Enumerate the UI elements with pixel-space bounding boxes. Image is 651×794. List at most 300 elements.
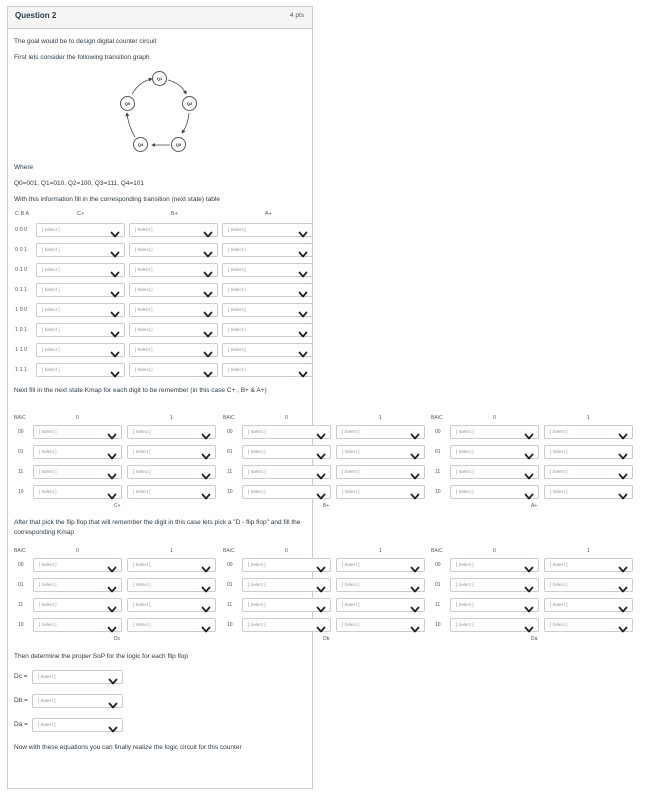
select-placeholder: [ Select ] bbox=[133, 562, 151, 567]
select-placeholder: [ Select ] bbox=[38, 698, 56, 703]
select-a-plus-row-0[interactable] bbox=[222, 223, 313, 237]
select-placeholder: [ Select ] bbox=[135, 247, 153, 252]
next-state-1-select-r3-c0[interactable] bbox=[242, 485, 331, 499]
select-placeholder: [ Select ] bbox=[42, 327, 60, 332]
select-placeholder: [ Select ] bbox=[135, 327, 153, 332]
select-placeholder: [ Select ] bbox=[39, 562, 57, 567]
next-state-kmap-col-1: 1 bbox=[587, 415, 590, 421]
select-a-plus-row-1[interactable] bbox=[222, 243, 313, 257]
select-b-plus-row-5[interactable] bbox=[129, 323, 218, 337]
chevron-down-icon bbox=[316, 581, 326, 590]
select-placeholder: [ Select ] bbox=[39, 449, 57, 454]
select-b-plus-row-2[interactable] bbox=[129, 263, 218, 277]
select-a-plus-row-3[interactable] bbox=[222, 283, 313, 297]
chevron-down-icon bbox=[110, 246, 120, 255]
d-flip-flop-kmap-title-1: Db bbox=[323, 636, 330, 642]
d-flip-flop-1-select-r1-c0[interactable] bbox=[242, 578, 331, 592]
graph-node-q1: Q1 bbox=[152, 71, 167, 86]
chevron-down-icon bbox=[110, 306, 120, 315]
table-row-state: 0 1 1 bbox=[15, 287, 28, 293]
question-header bbox=[8, 7, 312, 29]
select-placeholder: [ Select ] bbox=[135, 347, 153, 352]
next-state-kmap-corner: BA\C bbox=[223, 415, 235, 421]
chevron-down-icon bbox=[201, 581, 211, 590]
chevron-down-icon bbox=[618, 581, 628, 590]
select-b-plus-row-3[interactable] bbox=[129, 283, 218, 297]
next-state-1-select-r0-c0[interactable] bbox=[242, 425, 331, 439]
table-header-b-plus: B+ bbox=[171, 211, 178, 217]
next-state-kmap-col-1: 1 bbox=[170, 415, 173, 421]
d-flip-flop-1-select-r0-c0[interactable] bbox=[242, 558, 331, 572]
d-flip-flop-2-select-r0-c1[interactable] bbox=[544, 558, 633, 572]
next-state-2-select-r0-c1[interactable] bbox=[544, 425, 633, 439]
next-state-kmap-title-0: C+ bbox=[114, 503, 121, 509]
next-state-1-select-r1-c1[interactable] bbox=[336, 445, 425, 459]
select-placeholder: [ Select ] bbox=[248, 622, 266, 627]
intro-line-2: First lets consider the following transition graph bbox=[14, 54, 150, 61]
select-b-plus-row-4[interactable] bbox=[129, 303, 218, 317]
chevron-down-icon bbox=[201, 468, 211, 477]
d-flip-flop-kmap-row-label: 00 bbox=[435, 562, 441, 568]
select-placeholder: [ Select ] bbox=[248, 562, 266, 567]
chevron-down-icon bbox=[618, 488, 628, 497]
chevron-down-icon bbox=[298, 266, 308, 275]
next-state-kmap-row-label: 10 bbox=[435, 489, 441, 495]
next-state-kmap-row-label: 00 bbox=[227, 429, 233, 435]
chevron-down-icon bbox=[110, 346, 120, 355]
d-flip-flop-kmap-title-2: Da bbox=[531, 636, 538, 642]
select-placeholder: [ Select ] bbox=[550, 429, 568, 434]
chevron-down-icon bbox=[108, 673, 118, 682]
chevron-down-icon bbox=[203, 326, 213, 335]
d-flip-flop-kmap-row-label: 11 bbox=[227, 602, 233, 608]
chevron-down-icon bbox=[203, 346, 213, 355]
next-state-kmap-row-label: 10 bbox=[227, 489, 233, 495]
select-placeholder: [ Select ] bbox=[228, 367, 246, 372]
next-state-kmap-title-2: A+ bbox=[531, 503, 538, 509]
select-placeholder: [ Select ] bbox=[228, 247, 246, 252]
select-c-plus-row-7[interactable] bbox=[36, 363, 125, 377]
select-placeholder: [ Select ] bbox=[133, 429, 151, 434]
select-c-plus-row-5[interactable] bbox=[36, 323, 125, 337]
select-placeholder: [ Select ] bbox=[228, 347, 246, 352]
chevron-down-icon bbox=[107, 561, 117, 570]
select-placeholder: [ Select ] bbox=[42, 267, 60, 272]
select-placeholder: [ Select ] bbox=[342, 469, 360, 474]
d-flip-flop-0-select-r1-c1[interactable] bbox=[127, 578, 216, 592]
next-state-kmap-col-0: 0 bbox=[76, 415, 79, 421]
graph-node-q3: Q3 bbox=[171, 137, 186, 152]
select-placeholder: [ Select ] bbox=[228, 307, 246, 312]
select-placeholder: [ Select ] bbox=[456, 582, 474, 587]
sop-label-1: Db = bbox=[14, 697, 28, 704]
chevron-down-icon bbox=[203, 226, 213, 235]
chevron-down-icon bbox=[316, 561, 326, 570]
chevron-down-icon bbox=[201, 488, 211, 497]
select-placeholder: [ Select ] bbox=[550, 449, 568, 454]
select-placeholder: [ Select ] bbox=[342, 602, 360, 607]
select-placeholder: [ Select ] bbox=[228, 267, 246, 272]
question-points: 4 pts bbox=[289, 12, 304, 19]
select-c-plus-row-1[interactable] bbox=[36, 243, 125, 257]
chevron-down-icon bbox=[410, 581, 420, 590]
table-row-state: 0 0 1 bbox=[15, 247, 28, 253]
chevron-down-icon bbox=[108, 721, 118, 730]
chevron-down-icon bbox=[107, 448, 117, 457]
d-flip-flop-0-select-r0-c1[interactable] bbox=[127, 558, 216, 572]
d-flip-flop-0-select-r3-c1[interactable] bbox=[127, 618, 216, 632]
d-flip-flop-kmap-row-label: 11 bbox=[18, 602, 24, 608]
chevron-down-icon bbox=[107, 488, 117, 497]
select-placeholder: [ Select ] bbox=[456, 562, 474, 567]
graph-node-q0: Q0 bbox=[120, 96, 135, 111]
select-placeholder: [ Select ] bbox=[42, 287, 60, 292]
chevron-down-icon bbox=[316, 601, 326, 610]
select-placeholder: [ Select ] bbox=[39, 622, 57, 627]
select-placeholder: [ Select ] bbox=[248, 582, 266, 587]
chevron-down-icon bbox=[298, 286, 308, 295]
chevron-down-icon bbox=[410, 448, 420, 457]
d-flip-flop-1-select-r3-c0[interactable] bbox=[242, 618, 331, 632]
select-b-plus-row-6[interactable] bbox=[129, 343, 218, 357]
select-placeholder: [ Select ] bbox=[38, 674, 56, 679]
chevron-down-icon bbox=[618, 448, 628, 457]
select-placeholder: [ Select ] bbox=[133, 449, 151, 454]
select-placeholder: [ Select ] bbox=[456, 429, 474, 434]
select-placeholder: [ Select ] bbox=[342, 429, 360, 434]
d-flip-flop-kmap-row-label: 10 bbox=[435, 622, 441, 628]
select-placeholder: [ Select ] bbox=[550, 489, 568, 494]
select-placeholder: [ Select ] bbox=[342, 489, 360, 494]
next-state-kmap-col-0: 0 bbox=[285, 415, 288, 421]
select-placeholder: [ Select ] bbox=[248, 429, 266, 434]
next-state-1-select-r0-c1[interactable] bbox=[336, 425, 425, 439]
next-state-0-select-r1-c0[interactable] bbox=[33, 445, 122, 459]
table-header-cba: C B A bbox=[15, 211, 30, 217]
select-placeholder: [ Select ] bbox=[550, 562, 568, 567]
next-state-kmap-row-label: 01 bbox=[435, 449, 441, 455]
chevron-down-icon bbox=[524, 601, 534, 610]
next-state-2-select-r0-c0[interactable] bbox=[450, 425, 539, 439]
d-flip-flop-0-select-r2-c0[interactable] bbox=[33, 598, 122, 612]
next-state-2-select-r3-c0[interactable] bbox=[450, 485, 539, 499]
next-state-kmap-col-1: 1 bbox=[379, 415, 382, 421]
select-placeholder: [ Select ] bbox=[456, 602, 474, 607]
select-b-plus-row-1[interactable] bbox=[129, 243, 218, 257]
select-a-plus-row-5[interactable] bbox=[222, 323, 313, 337]
sop-select-1[interactable] bbox=[32, 694, 123, 708]
chevron-down-icon bbox=[107, 581, 117, 590]
where-label: Where bbox=[14, 164, 34, 171]
chevron-down-icon bbox=[524, 621, 534, 630]
select-a-plus-row-2[interactable] bbox=[222, 263, 313, 277]
select-placeholder: [ Select ] bbox=[135, 367, 153, 372]
select-placeholder: [ Select ] bbox=[248, 602, 266, 607]
chevron-down-icon bbox=[316, 468, 326, 477]
d-flip-flop-kmap-row-label: 00 bbox=[18, 562, 24, 568]
chevron-down-icon bbox=[203, 246, 213, 255]
chevron-down-icon bbox=[524, 428, 534, 437]
d-flip-flop-0-select-r2-c1[interactable] bbox=[127, 598, 216, 612]
sop-select-0[interactable] bbox=[32, 670, 123, 684]
d-flip-flop-kmap-col-0: 0 bbox=[285, 548, 288, 554]
select-c-plus-row-2[interactable] bbox=[36, 263, 125, 277]
select-placeholder: [ Select ] bbox=[42, 367, 60, 372]
table-row-state: 1 0 1 bbox=[15, 327, 28, 333]
next-state-0-select-r3-c1[interactable] bbox=[127, 485, 216, 499]
d-flip-flop-kmap-row-label: 01 bbox=[18, 582, 24, 588]
next-state-kmap-row-label: 01 bbox=[227, 449, 233, 455]
table-row-state: 1 0 0 bbox=[15, 307, 28, 313]
d-flip-flop-kmap-col-0: 0 bbox=[76, 548, 79, 554]
d-flip-flop-kmap-row-label: 01 bbox=[227, 582, 233, 588]
chevron-down-icon bbox=[316, 621, 326, 630]
next-state-kmap-row-label: 11 bbox=[18, 469, 24, 475]
chevron-down-icon bbox=[110, 326, 120, 335]
chevron-down-icon bbox=[110, 286, 120, 295]
select-placeholder: [ Select ] bbox=[42, 307, 60, 312]
select-placeholder: [ Select ] bbox=[135, 267, 153, 272]
sop-label-0: Dc = bbox=[14, 673, 28, 680]
chevron-down-icon bbox=[298, 346, 308, 355]
next-state-kmap-title-1: B+ bbox=[323, 503, 330, 509]
chevron-down-icon bbox=[203, 266, 213, 275]
flip-flop-intro: After that pick the flip flop that will remember the digit in this case lets pick a "D - flip flop" and fill the corresponding Kmap bbox=[14, 519, 301, 536]
next-state-kmap-row-label: 10 bbox=[18, 489, 24, 495]
state-mapping: Q0=001, Q1=010, Q2=100, Q3=111, Q4=101 bbox=[14, 180, 145, 187]
next-state-2-select-r2-c0[interactable] bbox=[450, 465, 539, 479]
select-c-plus-row-4[interactable] bbox=[36, 303, 125, 317]
chevron-down-icon bbox=[524, 581, 534, 590]
next-state-1-select-r2-c1[interactable] bbox=[336, 465, 425, 479]
select-placeholder: [ Select ] bbox=[456, 469, 474, 474]
d-flip-flop-2-select-r0-c0[interactable] bbox=[450, 558, 539, 572]
chevron-down-icon bbox=[110, 366, 120, 375]
d-flip-flop-0-select-r1-c0[interactable] bbox=[33, 578, 122, 592]
d-flip-flop-2-select-r3-c1[interactable] bbox=[544, 618, 633, 632]
select-b-plus-row-0[interactable] bbox=[129, 223, 218, 237]
select-placeholder: [ Select ] bbox=[342, 622, 360, 627]
chevron-down-icon bbox=[410, 468, 420, 477]
select-placeholder: [ Select ] bbox=[248, 449, 266, 454]
select-placeholder: [ Select ] bbox=[42, 247, 60, 252]
graph-node-q4: Q4 bbox=[133, 137, 148, 152]
chevron-down-icon bbox=[410, 601, 420, 610]
d-flip-flop-kmap-title-0: Dc bbox=[114, 636, 121, 642]
select-placeholder: [ Select ] bbox=[133, 582, 151, 587]
next-state-1-select-r1-c0[interactable] bbox=[242, 445, 331, 459]
next-state-2-select-r1-c0[interactable] bbox=[450, 445, 539, 459]
d-flip-flop-2-select-r2-c1[interactable] bbox=[544, 598, 633, 612]
d-flip-flop-1-select-r2-c0[interactable] bbox=[242, 598, 331, 612]
select-a-plus-row-4[interactable] bbox=[222, 303, 313, 317]
chevron-down-icon bbox=[203, 286, 213, 295]
d-flip-flop-2-select-r3-c0[interactable] bbox=[450, 618, 539, 632]
chevron-down-icon bbox=[107, 621, 117, 630]
intro-line-1: The goal would be to design digital counter circuit bbox=[14, 38, 157, 45]
chevron-down-icon bbox=[110, 226, 120, 235]
select-c-plus-row-6[interactable] bbox=[36, 343, 125, 357]
chevron-down-icon bbox=[201, 448, 211, 457]
select-placeholder: [ Select ] bbox=[135, 287, 153, 292]
next-state-0-select-r0-c1[interactable] bbox=[127, 425, 216, 439]
next-state-1-select-r3-c1[interactable] bbox=[336, 485, 425, 499]
next-state-2-select-r3-c1[interactable] bbox=[544, 485, 633, 499]
select-placeholder: [ Select ] bbox=[39, 582, 57, 587]
sop-label-2: Da = bbox=[14, 721, 28, 728]
d-flip-flop-kmap-col-1: 1 bbox=[170, 548, 173, 554]
d-flip-flop-2-select-r1-c0[interactable] bbox=[450, 578, 539, 592]
table-row-state: 1 1 1 bbox=[15, 367, 28, 373]
select-placeholder: [ Select ] bbox=[39, 469, 57, 474]
select-placeholder: [ Select ] bbox=[228, 327, 246, 332]
chevron-down-icon bbox=[203, 366, 213, 375]
chevron-down-icon bbox=[410, 428, 420, 437]
d-flip-flop-1-select-r0-c1[interactable] bbox=[336, 558, 425, 572]
chevron-down-icon bbox=[107, 428, 117, 437]
chevron-down-icon bbox=[108, 697, 118, 706]
table-row-state: 0 1 0 bbox=[15, 267, 28, 273]
chevron-down-icon bbox=[316, 448, 326, 457]
next-state-2-select-r2-c1[interactable] bbox=[544, 465, 633, 479]
select-placeholder: [ Select ] bbox=[133, 602, 151, 607]
select-placeholder: [ Select ] bbox=[456, 622, 474, 627]
d-flip-flop-kmap-col-0: 0 bbox=[493, 548, 496, 554]
select-placeholder: [ Select ] bbox=[342, 562, 360, 567]
kmap-intro: Next fill in the next state Kmap for each digit to be remember (in this case C+ , B+ & A+) bbox=[14, 387, 267, 394]
chevron-down-icon bbox=[618, 428, 628, 437]
next-state-0-select-r0-c0[interactable] bbox=[33, 425, 122, 439]
select-placeholder: [ Select ] bbox=[133, 622, 151, 627]
select-placeholder: [ Select ] bbox=[39, 489, 57, 494]
d-flip-flop-kmap-row-label: 10 bbox=[18, 622, 24, 628]
chevron-down-icon bbox=[107, 601, 117, 610]
table-row-state: 0 0 0 bbox=[15, 227, 28, 233]
d-flip-flop-kmap-row-label: 11 bbox=[435, 602, 441, 608]
select-placeholder: [ Select ] bbox=[135, 307, 153, 312]
next-state-kmap-row-label: 11 bbox=[227, 469, 233, 475]
select-placeholder: [ Select ] bbox=[39, 429, 57, 434]
next-state-kmap-corner: BA\C bbox=[431, 415, 443, 421]
select-placeholder: [ Select ] bbox=[456, 449, 474, 454]
sop-intro: Then determine the proper SoP for the logic for each flip flop bbox=[14, 653, 189, 660]
select-placeholder: [ Select ] bbox=[42, 227, 60, 232]
chevron-down-icon bbox=[201, 621, 211, 630]
d-flip-flop-kmap-col-1: 1 bbox=[587, 548, 590, 554]
next-state-0-select-r2-c0[interactable] bbox=[33, 465, 122, 479]
chevron-down-icon bbox=[201, 428, 211, 437]
chevron-down-icon bbox=[298, 246, 308, 255]
d-flip-flop-1-select-r3-c1[interactable] bbox=[336, 618, 425, 632]
chevron-down-icon bbox=[110, 266, 120, 275]
next-state-kmap-col-0: 0 bbox=[493, 415, 496, 421]
next-state-kmap-row-label: 01 bbox=[18, 449, 24, 455]
select-placeholder: [ Select ] bbox=[42, 347, 60, 352]
table-row-state: 1 1 0 bbox=[15, 347, 28, 353]
select-a-plus-row-7[interactable] bbox=[222, 363, 313, 377]
chevron-down-icon bbox=[618, 468, 628, 477]
next-state-0-select-r1-c1[interactable] bbox=[127, 445, 216, 459]
chevron-down-icon bbox=[410, 621, 420, 630]
select-placeholder: [ Select ] bbox=[248, 469, 266, 474]
chevron-down-icon bbox=[107, 468, 117, 477]
next-state-kmap-row-label: 00 bbox=[435, 429, 441, 435]
chevron-down-icon bbox=[201, 601, 211, 610]
d-flip-flop-kmap-row-label: 00 bbox=[227, 562, 233, 568]
next-state-0-select-r3-c0[interactable] bbox=[33, 485, 122, 499]
next-state-0-select-r2-c1[interactable] bbox=[127, 465, 216, 479]
chevron-down-icon bbox=[316, 488, 326, 497]
chevron-down-icon bbox=[316, 428, 326, 437]
select-placeholder: [ Select ] bbox=[135, 227, 153, 232]
d-flip-flop-kmap-col-1: 1 bbox=[379, 548, 382, 554]
next-state-kmap-row-label: 11 bbox=[435, 469, 441, 475]
chevron-down-icon bbox=[298, 226, 308, 235]
chevron-down-icon bbox=[618, 601, 628, 610]
table-header-a-plus: A+ bbox=[265, 211, 272, 217]
select-placeholder: [ Select ] bbox=[550, 582, 568, 587]
next-state-kmap-row-label: 00 bbox=[18, 429, 24, 435]
next-state-2-select-r1-c1[interactable] bbox=[544, 445, 633, 459]
next-state-1-select-r2-c0[interactable] bbox=[242, 465, 331, 479]
d-flip-flop-1-select-r1-c1[interactable] bbox=[336, 578, 425, 592]
chevron-down-icon bbox=[410, 488, 420, 497]
select-placeholder: [ Select ] bbox=[456, 489, 474, 494]
select-c-plus-row-3[interactable] bbox=[36, 283, 125, 297]
d-flip-flop-0-select-r0-c0[interactable] bbox=[33, 558, 122, 572]
d-flip-flop-kmap-corner: BA\C bbox=[431, 548, 443, 554]
final-note: Now with these equations you can finally realize the logic circuit for this counter bbox=[14, 744, 242, 751]
chevron-down-icon bbox=[298, 326, 308, 335]
select-a-plus-row-6[interactable] bbox=[222, 343, 313, 357]
chevron-down-icon bbox=[410, 561, 420, 570]
next-state-kmap-corner: BA\C bbox=[14, 415, 26, 421]
select-c-plus-row-0[interactable] bbox=[36, 223, 125, 237]
chevron-down-icon bbox=[203, 306, 213, 315]
select-placeholder: [ Select ] bbox=[550, 469, 568, 474]
d-flip-flop-1-select-r2-c1[interactable] bbox=[336, 598, 425, 612]
d-flip-flop-2-select-r1-c1[interactable] bbox=[544, 578, 633, 592]
chevron-down-icon bbox=[298, 306, 308, 315]
select-placeholder: [ Select ] bbox=[133, 489, 151, 494]
table-header-c-plus: C+ bbox=[77, 211, 85, 217]
d-flip-flop-kmap-row-label: 01 bbox=[435, 582, 441, 588]
chevron-down-icon bbox=[524, 448, 534, 457]
select-placeholder: [ Select ] bbox=[133, 469, 151, 474]
chevron-down-icon bbox=[524, 488, 534, 497]
select-placeholder: [ Select ] bbox=[342, 582, 360, 587]
d-flip-flop-2-select-r2-c0[interactable] bbox=[450, 598, 539, 612]
chevron-down-icon bbox=[524, 561, 534, 570]
d-flip-flop-0-select-r3-c0[interactable] bbox=[33, 618, 122, 632]
select-placeholder: [ Select ] bbox=[228, 287, 246, 292]
sop-select-2[interactable] bbox=[32, 718, 123, 732]
question-title: Question 2 bbox=[15, 11, 57, 20]
select-placeholder: [ Select ] bbox=[248, 489, 266, 494]
select-placeholder: [ Select ] bbox=[39, 602, 57, 607]
select-placeholder: [ Select ] bbox=[550, 602, 568, 607]
table-instruction: With this information fill in the corresponding transition (next state) table bbox=[14, 196, 220, 203]
d-flip-flop-kmap-corner: BA\C bbox=[14, 548, 26, 554]
d-flip-flop-kmap-row-label: 10 bbox=[227, 622, 233, 628]
chevron-down-icon bbox=[524, 468, 534, 477]
select-b-plus-row-7[interactable] bbox=[129, 363, 218, 377]
select-placeholder: [ Select ] bbox=[342, 449, 360, 454]
select-placeholder: [ Select ] bbox=[550, 622, 568, 627]
select-placeholder: [ Select ] bbox=[38, 722, 56, 727]
chevron-down-icon bbox=[618, 621, 628, 630]
chevron-down-icon bbox=[618, 561, 628, 570]
